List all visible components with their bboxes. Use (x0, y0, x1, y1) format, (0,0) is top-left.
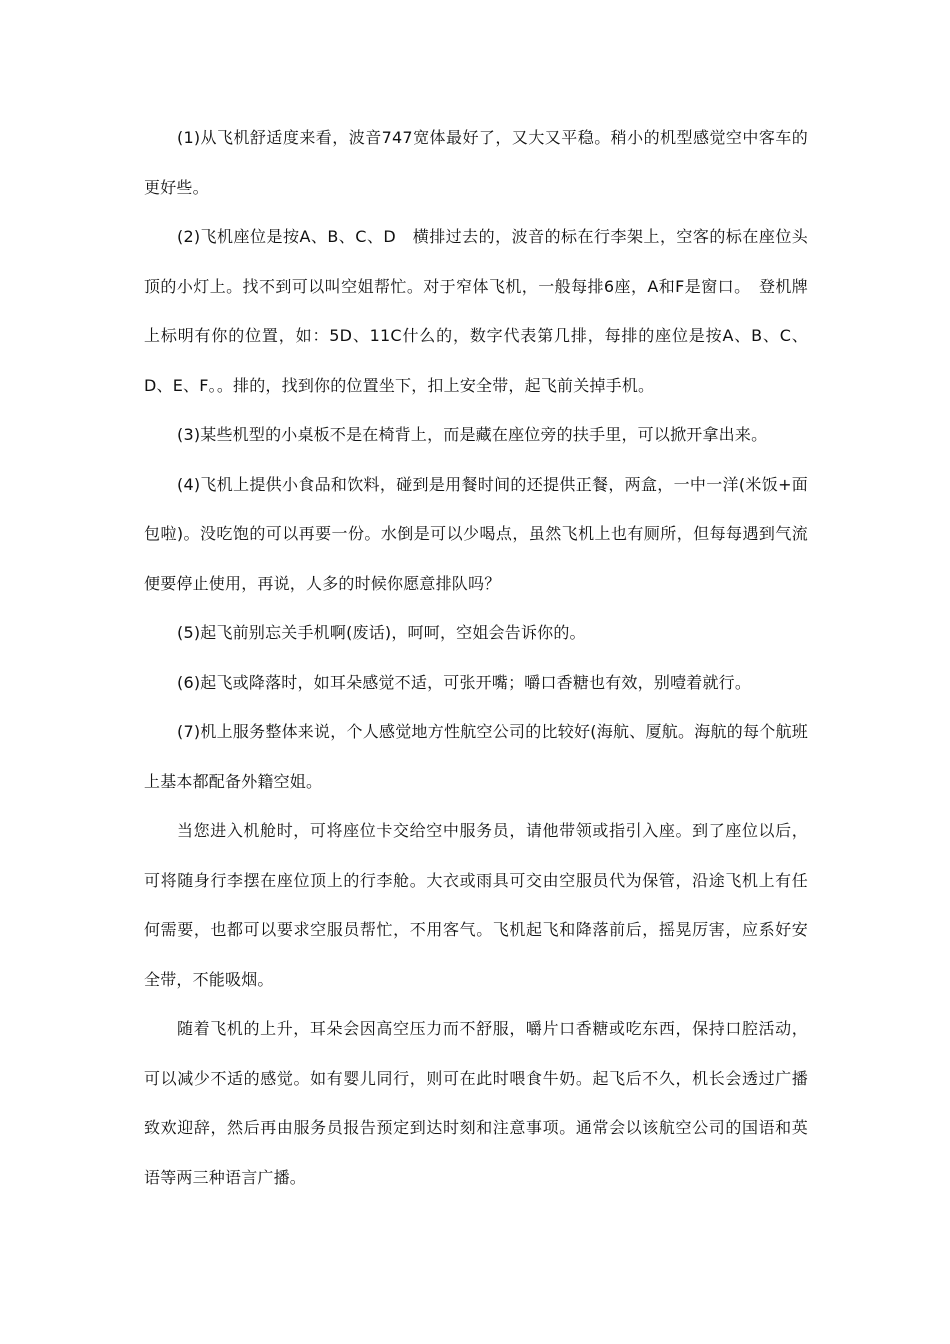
paragraph-6: (6)起飞或降落时，如耳朵感觉不适，可张开嘴；嚼口香糖也有效，别噎着就行。 (177, 672, 752, 692)
paragraph-1: (1)从飞机舒适度来看，波音747宽体最好了，又大又平稳。稍小的机型感觉空中客车的更好些。 (144, 128, 808, 197)
document-body (144, 113, 808, 1202)
paragraph-takeoff: 随着飞机的上升，耳朵会因高空压力而不舒服，嚼片口香糖或吃东西，保持口腔活动，可以减少不适的感觉。如有婴儿同行，则可在此时喂食牛奶。起飞后不久，机长会透过广播致欢迎辞，然后再由服务员报告预定到达时刻和注意事项。通常会以该航空公司的国语和英语等两三种语言广播。 (144, 1019, 808, 1187)
paragraph-3: (3)某些机型的小桌板不是在椅背上，而是藏在座位旁的扶手里，可以掀开拿出来。 (177, 425, 768, 444)
paragraph-2: (2)飞机座位是按A、B、C、D 横排过去的，波音的标在行李架上，空客的标在座位头顶的小灯上。找不到可以叫空姐帮忙。对于窄体飞机，一般每排6座，A和F是窗口。 登机牌上标明有你的位置，如：5D、11C什么的，数字代表第几排，每排的座位是按A、B、C、D、E、F。。排的，找到你的位置坐下，扣上安全带，起飞前关掉手机。 (144, 227, 808, 395)
paragraph-7: (7)机上服务整体来说，个人感觉地方性航空公司的比较好(海航、厦航。海航的每个航班上基本都配备外籍空姐。 (144, 722, 808, 791)
paragraph-boarding: 当您进入机舱时，可将座位卡交给空中服务员，请他带领或指引入座。到了座位以后，可将随身行李摆在座位顶上的行李舱。大衣或雨具可交由空服员代为保管，沿途飞机上有任何需要，也都可以要求空服员帮忙，不用客气。飞机起飞和降落前后，摇晃厉害，应系好安全带，不能吸烟。 (144, 821, 808, 989)
paragraph-4: (4)飞机上提供小食品和饮料，碰到是用餐时间的还提供正餐，两盒，一中一洋(米饭+面包啦)。没吃饱的可以再要一份。水倒是可以少喝点，虽然飞机上也有厕所，但每每遇到气流便要停止使用，再说，人多的时候你愿意排队吗？ (144, 474, 808, 593)
paragraph-5: (5)起飞前别忘关手机啊(废话)，呵呵，空姐会告诉你的。 (177, 623, 586, 642)
